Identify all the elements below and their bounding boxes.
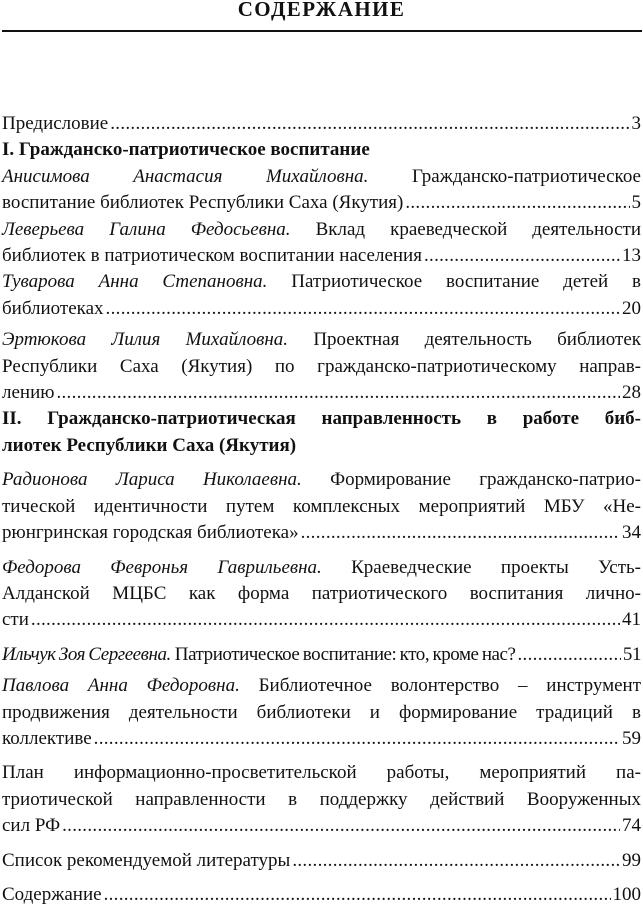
toc-entry-plan[interactable] [2, 760, 641, 839]
dot-leader [31, 607, 620, 633]
page-number: 28 [622, 382, 641, 404]
entry-title-line: триотической направленности в поддержку действий Вооруженных [2, 788, 641, 810]
toc-entry-fedorova[interactable] [2, 555, 641, 634]
toc-entry-tuvarova[interactable] [2, 269, 641, 322]
toc-entry-ertyukova[interactable] [2, 327, 641, 406]
section-heading-1 [2, 137, 641, 163]
dot-leader [424, 243, 620, 269]
entry-label: Предисловие [2, 113, 109, 134]
entry-title-line: лению [2, 382, 55, 404]
entry-author: Туварова Анна Степановна. [2, 271, 268, 293]
entry-title-line: воспитание библиотек Республики Саха (Якутия) [2, 192, 404, 214]
entry-author: Эртюкова Лилия Михайловна. [2, 329, 289, 351]
entry-title-line: библиотек в патриотическом воспитании населения [2, 245, 422, 267]
entry-title-line: Вклад краеведческой деятельности [315, 218, 642, 240]
dot-leader [94, 726, 620, 752]
entry-author: Радионова Лариса Николаевна. [2, 469, 302, 491]
page-number: 5 [631, 192, 641, 214]
section-title: I. Гражданско-патриотическое воспитание [2, 139, 370, 161]
dot-leader [110, 111, 629, 137]
toc-entry-references[interactable] [2, 848, 641, 874]
dot-leader [301, 520, 620, 546]
toc-entry-pavlova[interactable] [2, 673, 641, 752]
entry-label: Список рекомендуемой литературы [2, 849, 291, 871]
toc-entry-anisimova[interactable] [2, 164, 641, 217]
toc-entry-preface[interactable] [2, 111, 641, 137]
entry-title-line: коллективе [2, 727, 92, 749]
entry-title-line: Краеведческие проекты Усть- [351, 556, 641, 578]
entry-title-line: План информационно-просветительской работы, мероприятий па- [2, 762, 641, 784]
toc-entry-radionova[interactable] [2, 467, 641, 546]
entry-title-line: Проектная деятельность библиотек [313, 329, 642, 351]
entry-author: Анисимова Анастасия Михайловна. [2, 165, 369, 187]
entry-title-line: сил РФ [2, 815, 61, 837]
toc-entry-leveryeva[interactable] [2, 217, 641, 270]
entry-title-line: продвижения деятельности библиотеки и формирование традиций в [2, 701, 641, 723]
entry-author: Федорова Февронья Гаврильевна. [2, 556, 322, 578]
entry-title-line: Патриотическое воспитание: кто, кроме нас? [174, 643, 516, 665]
entry-title-line: Библиотечное волонтерство – инструмент [258, 675, 642, 697]
toc-entry-contents[interactable] [2, 882, 641, 908]
entry-author: Ильчук Зоя Сергеевна. [2, 643, 171, 665]
entry-title-line: рюнгринская городская библиотека» [2, 522, 299, 544]
section-heading-2 [2, 406, 641, 459]
page-number: 13 [622, 245, 641, 267]
dot-leader [62, 813, 620, 839]
page-number: 74 [622, 815, 641, 837]
title-divider [2, 30, 642, 32]
entry-title-line: Формирование гражданско-патрио- [330, 469, 641, 491]
dot-leader [292, 848, 620, 874]
entry-author: Павлова Анна Федоровна. [2, 675, 240, 697]
entry-label: Содержание [2, 883, 102, 905]
page-number: 100 [612, 883, 641, 905]
page-title: СОДЕРЖАНИЕ [237, 0, 406, 21]
toc-entry-ilchuk[interactable] [2, 642, 641, 668]
dot-leader [56, 380, 620, 406]
dot-leader [106, 296, 620, 322]
entry-title-line: Республики Саха (Якутия) по гражданско-патриотическому направ- [2, 355, 641, 377]
dot-leader [518, 642, 621, 668]
entry-title-line: Патриотическое воспитание детей в [291, 271, 642, 293]
page-number: 41 [622, 609, 641, 631]
entry-title-line: Алданской МЦБС как форма патриотического воспитания лично- [2, 582, 641, 604]
page-number: 3 [631, 113, 641, 134]
table-of-contents [2, 111, 641, 908]
entry-title-line: Гражданско-патриотическое [411, 165, 641, 187]
dot-leader [405, 190, 629, 216]
entry-title-line: сти [2, 609, 29, 631]
page-number: 34 [622, 522, 641, 544]
page-number: 99 [622, 849, 641, 871]
entry-title-line: библиотеках [2, 297, 104, 319]
page-number: 51 [622, 643, 641, 665]
section-title: лиотек Республики Саха (Якутия) [2, 434, 297, 456]
entry-author: Леверьева Галина Федосьевна. [2, 218, 291, 240]
page-number: 59 [622, 727, 641, 749]
entry-title-line: тической идентичности путем комплексных мероприятий МБУ «Не- [2, 495, 641, 517]
section-title: II. Гражданско-патриотическая направленность в работе биб- [2, 408, 641, 430]
dot-leader [104, 882, 611, 908]
page-number: 20 [622, 297, 641, 319]
